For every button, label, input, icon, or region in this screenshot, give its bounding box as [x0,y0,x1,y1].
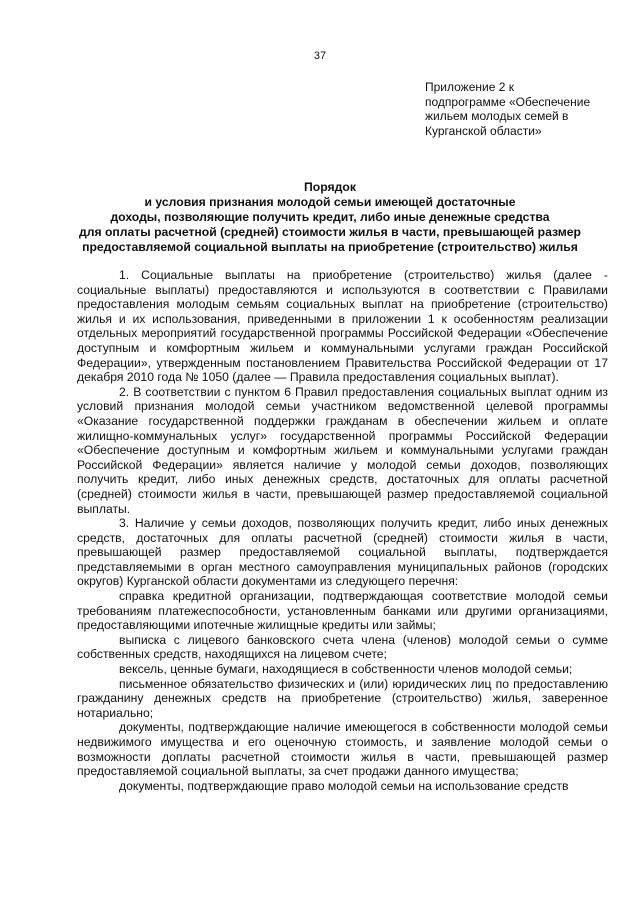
paragraph-2: 2. В соответствии с пунктом 6 Правил предоставления социальных выплат одним из условий признания молодой семьи участником ведомственной целевой программы «Оказание государственной поддержки гражданам в обеспечении жильем и оплате жилищно-коммунальных услуг» государственной программы Российской Федерации «Обеспечение доступным и комфортным жильем и коммунальными услугами граждан Российской Федерации» является наличие у молодой семьи доходов, позволяющих получить кредит, либо иных денежных средств, достаточных для оплаты расчетной (средней) стоимости жилья в части, превышающей размер предоставляемой социальной выплаты. [77,384,608,516]
appendix-line: Приложение 2 к [425,80,514,94]
document-body [77,268,608,793]
title-line: предоставляемой социальной выплаты на приобретение (строительство) жилья [82,240,578,254]
appendix-line: Курганской области» [425,123,542,138]
title-line: Порядок [304,180,356,194]
list-item-funds-right-documents: документы, подтверждающие право молодой семьи на использование средств [119,778,569,793]
appendix-line: подпрограмме «Обеспечение [425,94,591,109]
appendix-note [425,80,625,138]
list-item-account-statement: выписка с лицевого банковского счета члена (членов) молодой семьи о сумме собственных средств, находящихся на лицевом счете; [77,632,608,662]
page-number: 37 [313,50,327,62]
list-item-property-documents: документы, подтверждающие наличие имеющегося в собственности молодой семьи недвижимого имущества и его оценочную стоимость, и заявление молодой семьи о возможности доплаты расчетной стоимости жилья в части, превышающей размер предоставляемой социальной выплаты, за счет продажи данного имущества; [77,720,608,779]
title-line: для оплаты расчетной (средней) стоимости жилья в части, превышающей размер [79,225,581,239]
paragraph-3: 3. Наличие у семьи доходов, позволяющих получить кредит, либо иных денежных средств, достаточных для оплаты расчетной (средней) стоимости жилья в части, превышающей размер предоставляемой социальной выплаты, подтверждается представляемыми в орган местного самоуправления муниципальных районов (городских округов) Курганской области документами из следующего перечня: [77,516,608,589]
title-line: и условия признания молодой семьи имеющей достаточные [144,195,516,209]
document-title [60,180,600,255]
appendix-line: жильем молодых семей в [425,109,569,123]
list-item-bank-certificate: справка кредитной организации, подтверждающая соответствие молодой семьи требованиям платежеспособности, установленным банками или другими организациями, предоставляющими ипотечные жилищные кредиты или займы; [77,589,608,633]
list-item-securities: вексель, ценные бумаги, находящиеся в собственности членов молодой семьи; [119,662,573,677]
list-item-written-obligation: письменное обязательство физических и (или) юридических лиц по предоставлению гражданину денежных средств на приобретение (строительство) жилья, заверенное нотариально; [77,676,608,720]
title-line: доходы, позволяющие получить кредит, либо иные денежные средства [110,210,550,224]
paragraph-1: 1. Социальные выплаты на приобретение (строительство) жилья (далее - социальные выплаты) предоставляются и используются в соответствии с Правилами предоставления молодым семьям социальных выплат на приобретение (строительство) жилья и их использования, приведенными в приложении 1 к особенностям реализации отдельных мероприятий государственной программы Российской Федерации «Обеспечение доступным и комфортным жильем и коммунальными услугами граждан Российской Федерации», утвержденным постановлением Правительства Российской Федерации от 17 декабря 2010 года № 1050 (далее — Правила предоставления социальных выплат). [77,268,608,385]
